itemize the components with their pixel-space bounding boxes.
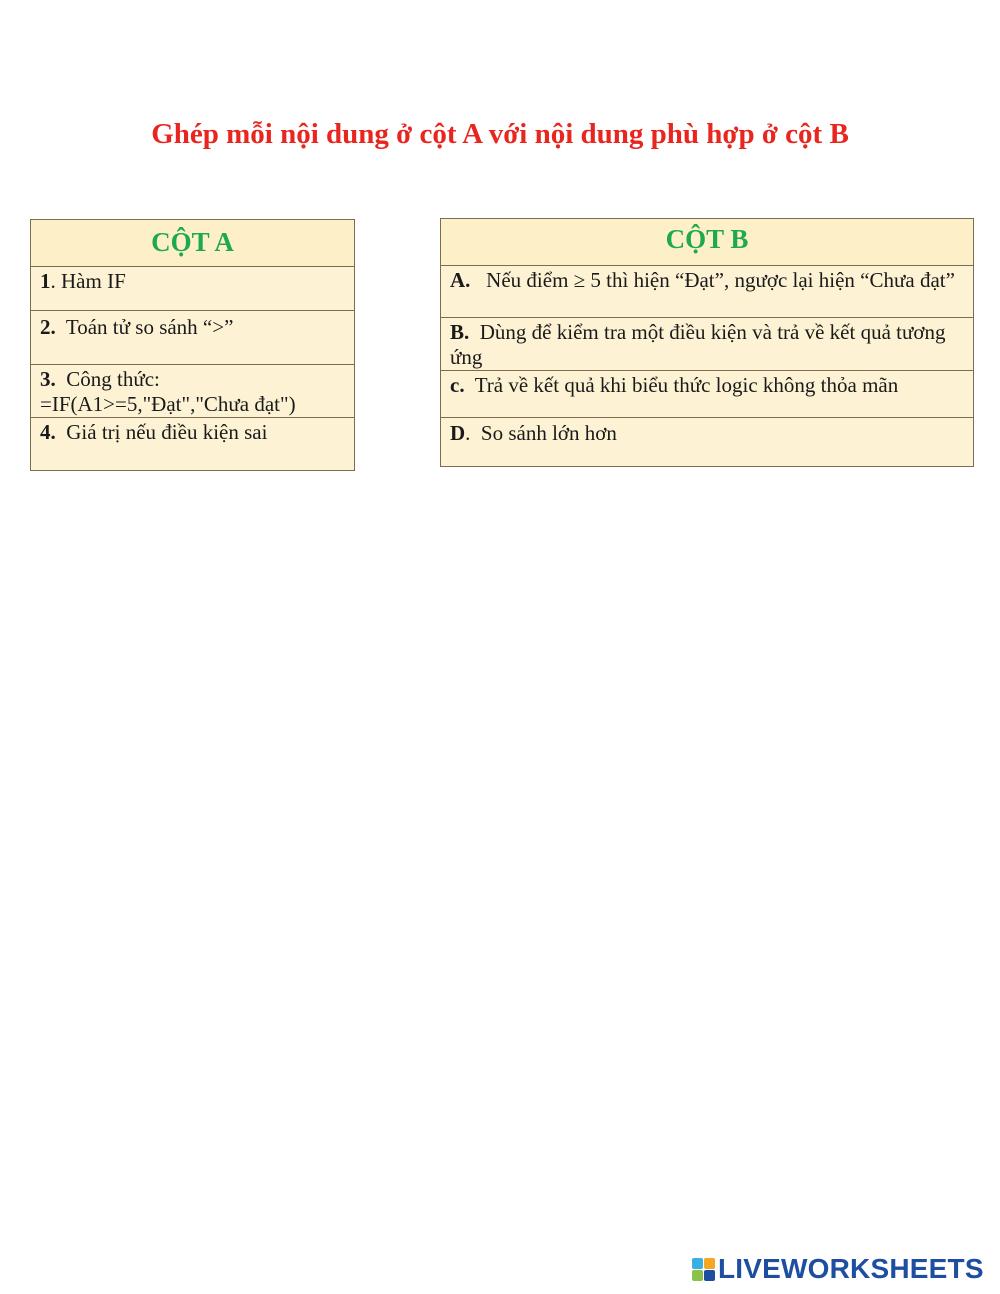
column-b-item-a[interactable] (441, 266, 973, 318)
item-key: c. (450, 373, 465, 397)
item-key: D (450, 421, 466, 445)
page-title: Ghép mỗi nội dung ở cột A với nội dung phù hợp ở cột B (151, 118, 849, 150)
column-b-item-b[interactable] (441, 318, 973, 371)
column-a-item-2[interactable] (31, 311, 354, 365)
column-a-item-3[interactable] (31, 365, 354, 418)
item-text: Giá trị nếu điều kiện sai (55, 420, 268, 444)
item-text: Trả về kết quả khi biểu thức logic không thỏa mãn (464, 373, 899, 397)
column-a-table (30, 219, 355, 471)
item-text: Nếu điểm ≥ 5 thì hiện “Đạt”, ngược lại hiện “Chưa đạt” (470, 268, 955, 292)
item-key: 3. (40, 367, 56, 391)
column-b-item-d[interactable] (441, 418, 973, 466)
item-text: . So sánh lớn hơn (465, 421, 617, 445)
item-text: Dùng để kiểm tra một điều kiện và trả về kết quả tương ứng (450, 320, 951, 369)
column-a-item-4[interactable] (31, 418, 354, 470)
liveworksheets-logo[interactable] (692, 1254, 984, 1284)
item-key: 2. (40, 315, 56, 339)
column-a-header: CỘT A (31, 220, 354, 267)
item-key: B. (450, 320, 470, 344)
item-text: Toán tử so sánh “>” (55, 315, 234, 339)
column-b-header: CỘT B (441, 219, 973, 266)
liveworksheets-logo-icon (692, 1258, 715, 1281)
column-b-item-c[interactable] (441, 371, 973, 418)
item-key: A. (450, 268, 471, 292)
item-key: 4. (40, 420, 56, 444)
item-key: 1 (40, 269, 51, 293)
item-text: Công thức: =IF(A1>=5,"Đạt","Chưa đạt") (40, 367, 296, 416)
item-text: . Hàm IF (50, 269, 126, 293)
column-b-table (440, 218, 974, 467)
liveworksheets-logo-text: LIVEWORKSHEETS (718, 1253, 984, 1284)
column-a-item-1[interactable] (31, 267, 354, 311)
